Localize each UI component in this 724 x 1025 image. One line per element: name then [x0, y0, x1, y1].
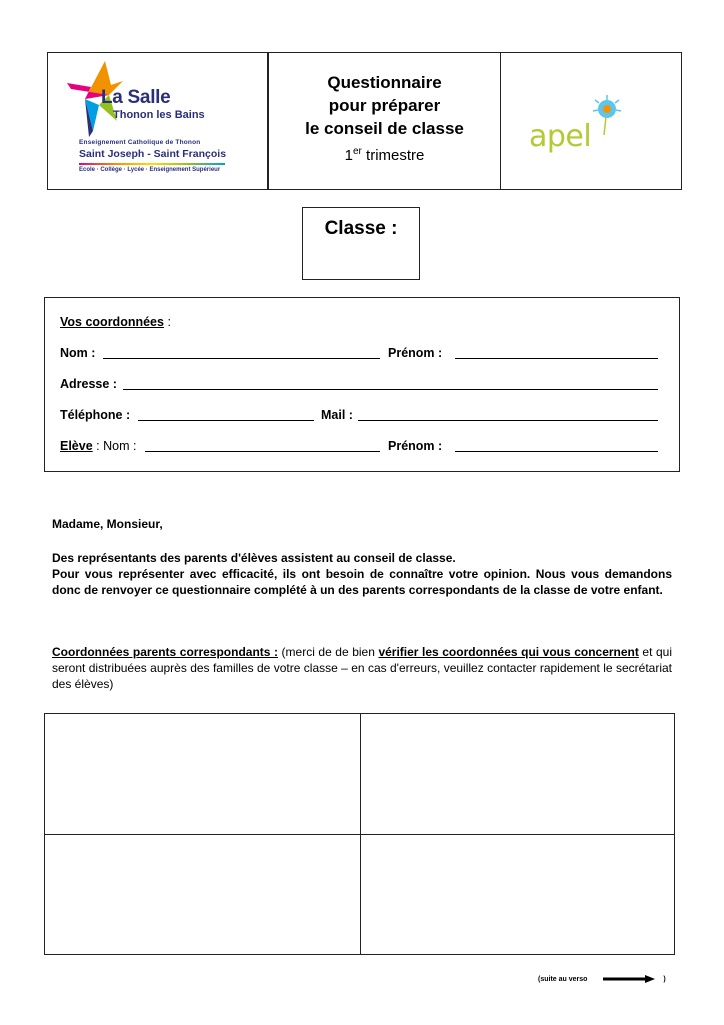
classe-box[interactable]: [302, 207, 420, 280]
logo-levels: Ecole · Collège · Lycée · Enseignement Supérieur: [79, 167, 221, 173]
title-line-1: Questionnaire: [327, 73, 442, 92]
nom-field[interactable]: [103, 358, 380, 359]
prenom-field[interactable]: [455, 358, 658, 359]
logo-schools: Saint Joseph - Saint François: [79, 148, 227, 160]
correspondent-cell-1[interactable]: [44, 713, 361, 835]
contact-heading: Vos coordonnées :: [60, 315, 171, 329]
telephone-field[interactable]: [138, 420, 314, 421]
title-line-2: pour préparer: [328, 96, 441, 115]
logo-tagline: Enseignement Catholique de Thonon: [79, 139, 201, 146]
apel-logo-box: [500, 52, 682, 190]
continued-note: (suite au verso ): [538, 975, 666, 983]
term-label: 1er trimestre: [344, 146, 425, 164]
logo-city: Thonon les Bains: [113, 109, 205, 121]
logo-name: La Salle: [101, 87, 171, 108]
intro-paragraph: Pour vous représenter avec efficacité, ils ont besoin de connaître votre opinion. Nous vous demandons donc de renvoyer ce questionnaire complété à un des parents correspondants de la classe de votre enfant.: [52, 567, 672, 597]
apel-logo-text: apel: [529, 119, 592, 154]
eleve-prenom-label: Prénom :: [388, 439, 443, 453]
adresse-label: Adresse :: [60, 377, 117, 391]
classe-label: Classe :: [324, 218, 398, 239]
school-logo: [65, 59, 255, 189]
eleve-prenom-field[interactable]: [455, 451, 658, 452]
nom-label: Nom :: [60, 346, 96, 360]
mail-field[interactable]: [358, 420, 658, 421]
contact-details-box: [44, 297, 680, 472]
logo-rule: [79, 163, 225, 165]
intro-line: Des représentants des parents d'élèves assistent au conseil de classe.: [52, 551, 456, 565]
eleve-nom-field[interactable]: [145, 451, 380, 452]
correspondent-cell-2[interactable]: [360, 713, 675, 835]
arrow-right-icon: [603, 975, 655, 983]
correspondent-cell-3[interactable]: [44, 834, 361, 955]
prenom-label: Prénom :: [388, 346, 443, 360]
eleve-nom-label: Elève : Nom :: [60, 439, 137, 453]
correspondent-cell-4[interactable]: [360, 834, 675, 955]
adresse-field[interactable]: [123, 389, 658, 390]
correspondents-grid: [44, 713, 675, 955]
dandelion-icon: [589, 95, 625, 135]
greeting: Madame, Monsieur,: [52, 517, 163, 531]
mail-label: Mail :: [321, 408, 353, 422]
title-box: [268, 52, 501, 190]
title-line-3: le conseil de classe: [305, 119, 464, 138]
correspondents-paragraph: Coordonnées parents correspondants : (merci de de bien vérifier les coordonnées qui vous concernent et qui seront distribuées auprès des familles de votre classe – en cas d'erreurs, veuillez contacter rapidement le secrétariat des élèves): [52, 645, 672, 691]
telephone-label: Téléphone :: [60, 408, 131, 422]
school-logo-box: [47, 52, 268, 190]
document-title: [269, 71, 500, 167]
